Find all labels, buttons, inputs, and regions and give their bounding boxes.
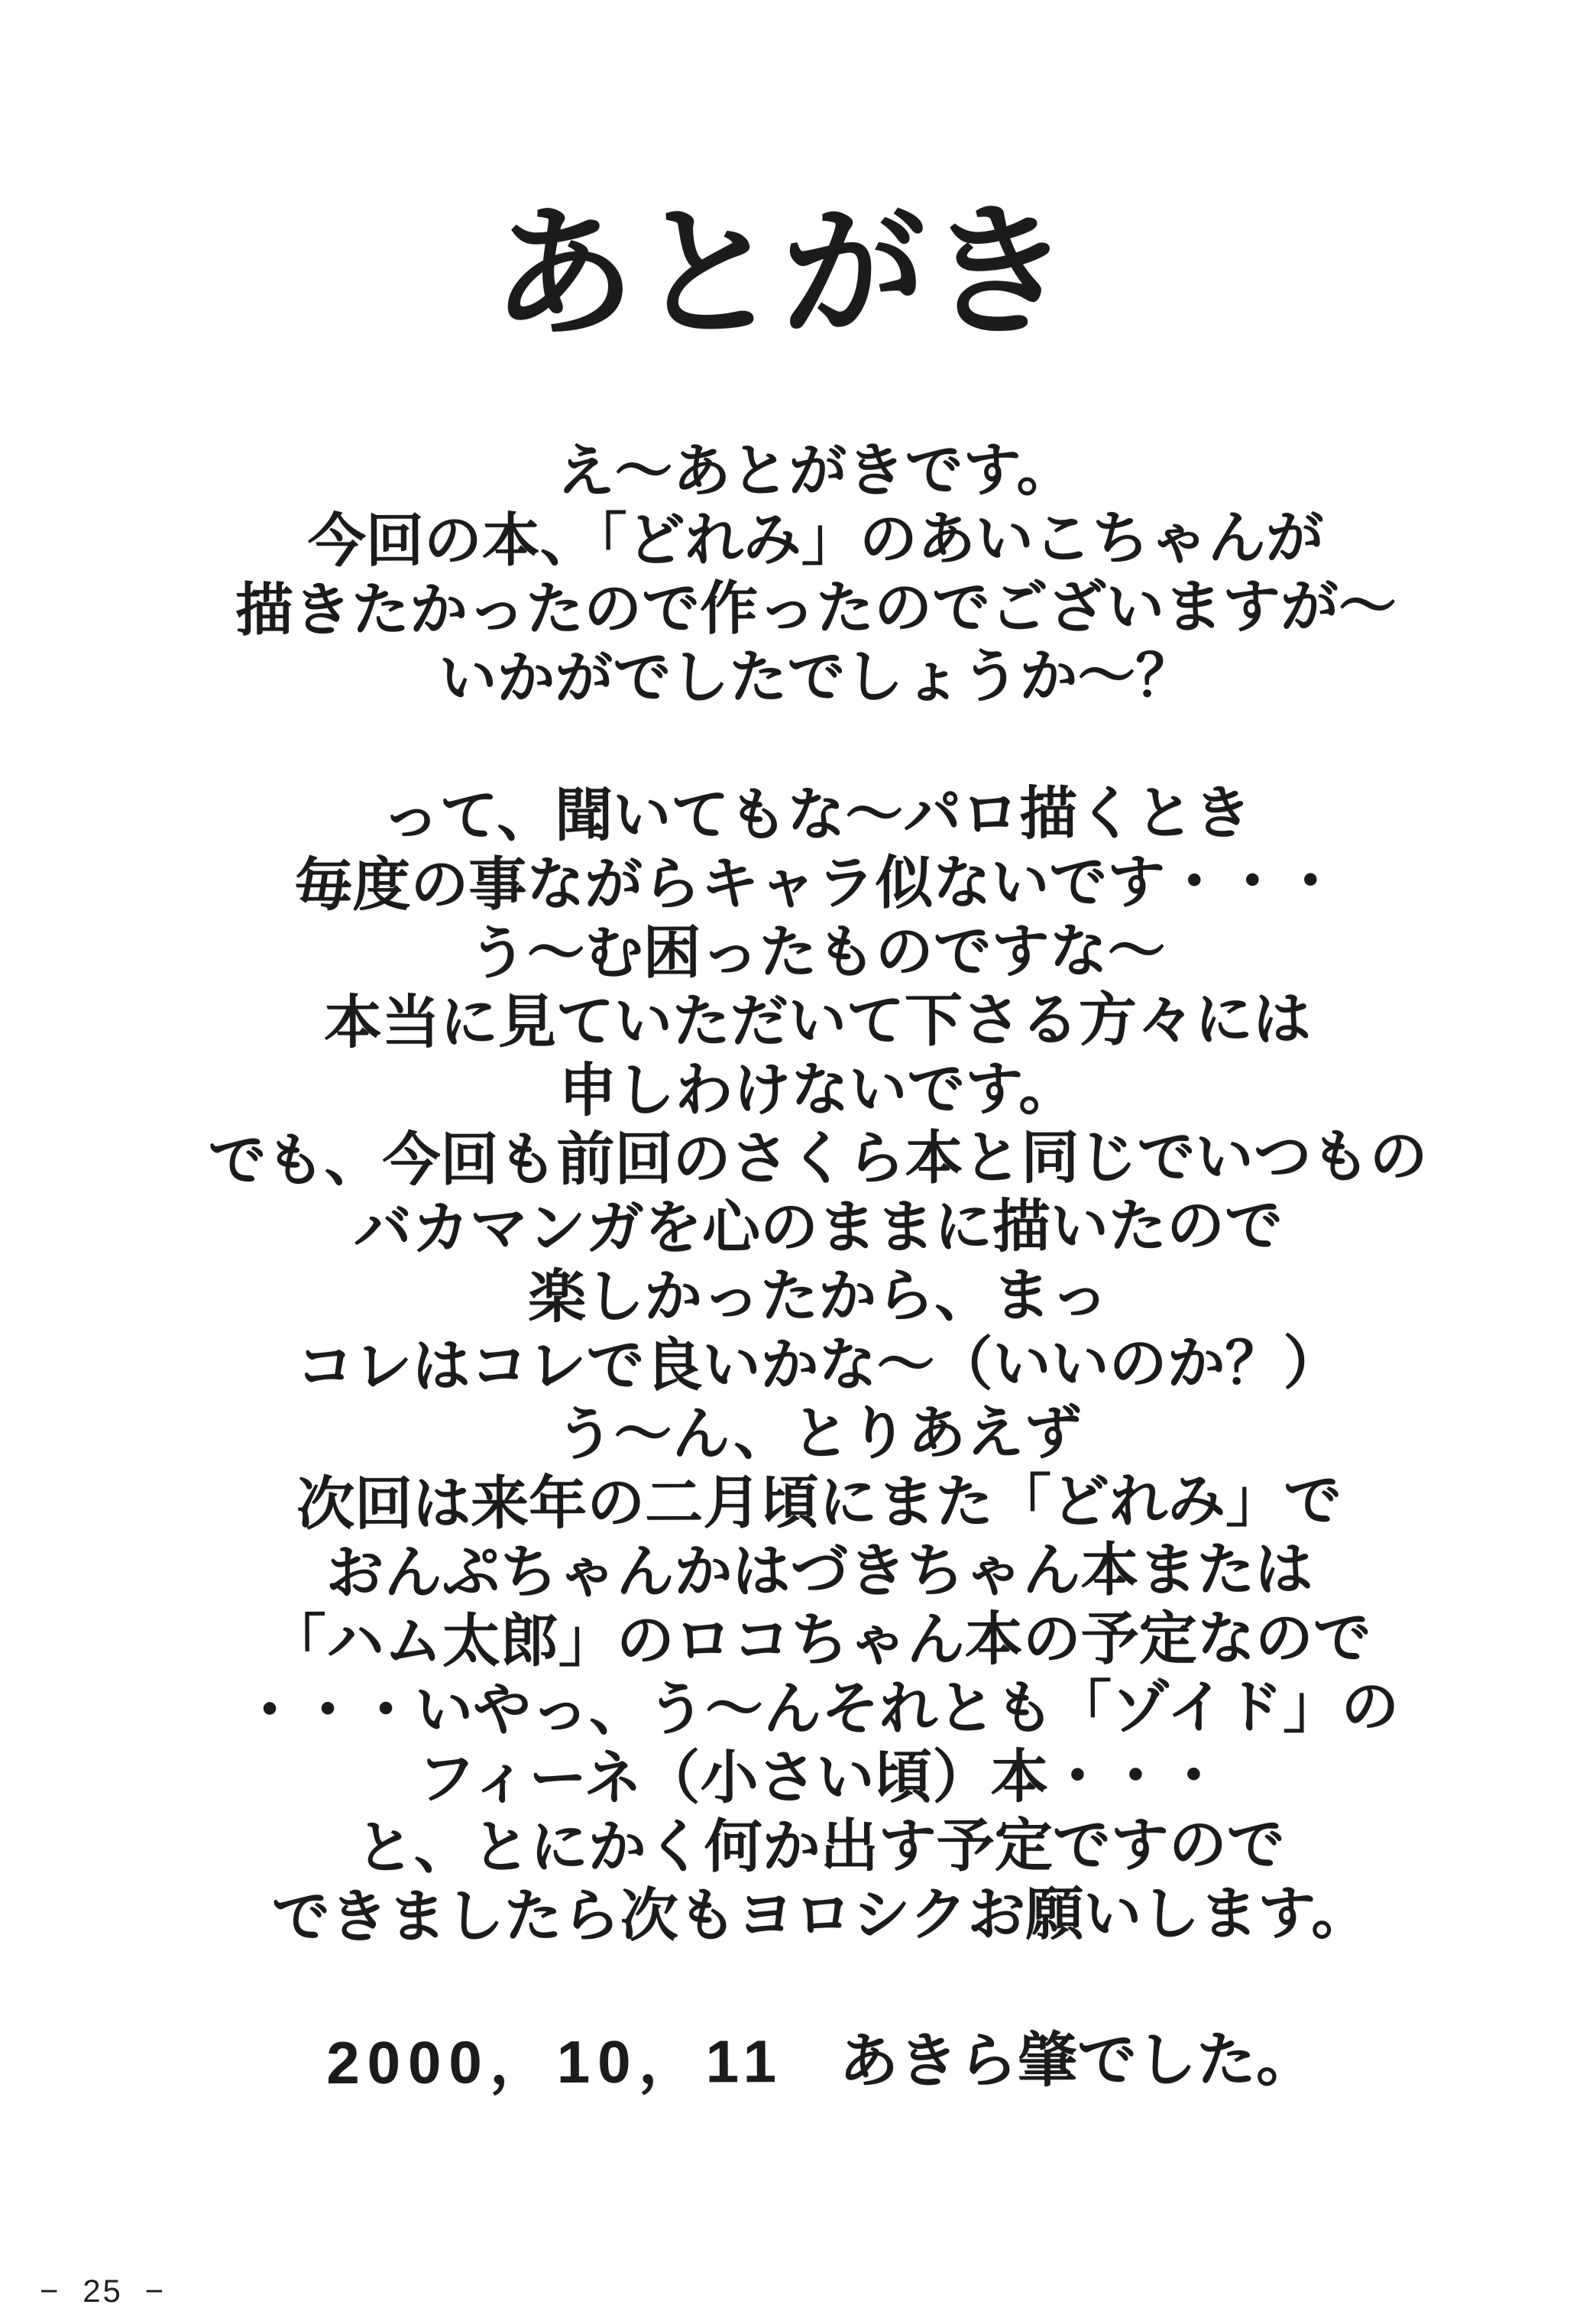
- text-line: いかがでしたでしょうか〜？: [439, 643, 1194, 711]
- paragraph-2: [64, 778, 1570, 1953]
- page-content: [0, 182, 1570, 2098]
- afterword-body: [0, 434, 1570, 2098]
- date-signature-line: [69, 2024, 1570, 2098]
- page-title: あとがき: [491, 191, 1073, 355]
- text-line: え〜あとがきです。: [556, 437, 1075, 505]
- text-line: 本当に見ていただいて下さる方々には: [323, 987, 1312, 1056]
- text-line: ・・・いやっ、う〜んそれとも「ゾイド」の: [240, 1674, 1400, 1744]
- text-line: と、とにかく何か出す予定ですので: [355, 1812, 1285, 1881]
- text-line: 毎度の事ながらキャラ似ないです・・・: [294, 849, 1340, 919]
- text-line: 描きたかったので作ったのでございますが〜: [235, 574, 1397, 643]
- text-line: おんぷちゃんかはづきちゃん本または: [325, 1537, 1313, 1606]
- text-line: でも、今回も前回のさくら本と同じでいつもの: [208, 1124, 1428, 1194]
- text-line: 今回の本、「どれみ」のあいこちゃんが: [307, 505, 1324, 575]
- text-line: コレはコレで良いかな〜（いいのか？）: [296, 1331, 1342, 1400]
- text-line: フィーネ（小さい頃）本・・・: [417, 1744, 1223, 1812]
- text-line: う〜ん、とりあえず: [555, 1400, 1083, 1468]
- text-line: う〜む困ったものですな〜: [468, 919, 1166, 987]
- text-line: 「ハム太郎」のロコちゃん本の予定なので: [267, 1606, 1371, 1675]
- text-line: できましたら次もヨロシクお願いします。: [271, 1881, 1370, 1950]
- text-line: 次回は来年の二月頃にまた「どれみ」で: [296, 1468, 1342, 1538]
- paragraph-1: [63, 434, 1568, 715]
- date-text: 2000，10，11: [326, 2027, 785, 2097]
- signature-text: あきら肇でした。: [838, 2025, 1316, 2095]
- text-line: って、聞いてもな〜パロ描くとき: [381, 780, 1252, 849]
- page-number: − 25 −: [40, 2273, 167, 2309]
- text-line: 申しわけないです。: [558, 1056, 1077, 1124]
- text-line: バカマンガを心のままに描いたので: [353, 1193, 1284, 1262]
- text-line: 楽しかったから、まっ: [528, 1262, 1109, 1331]
